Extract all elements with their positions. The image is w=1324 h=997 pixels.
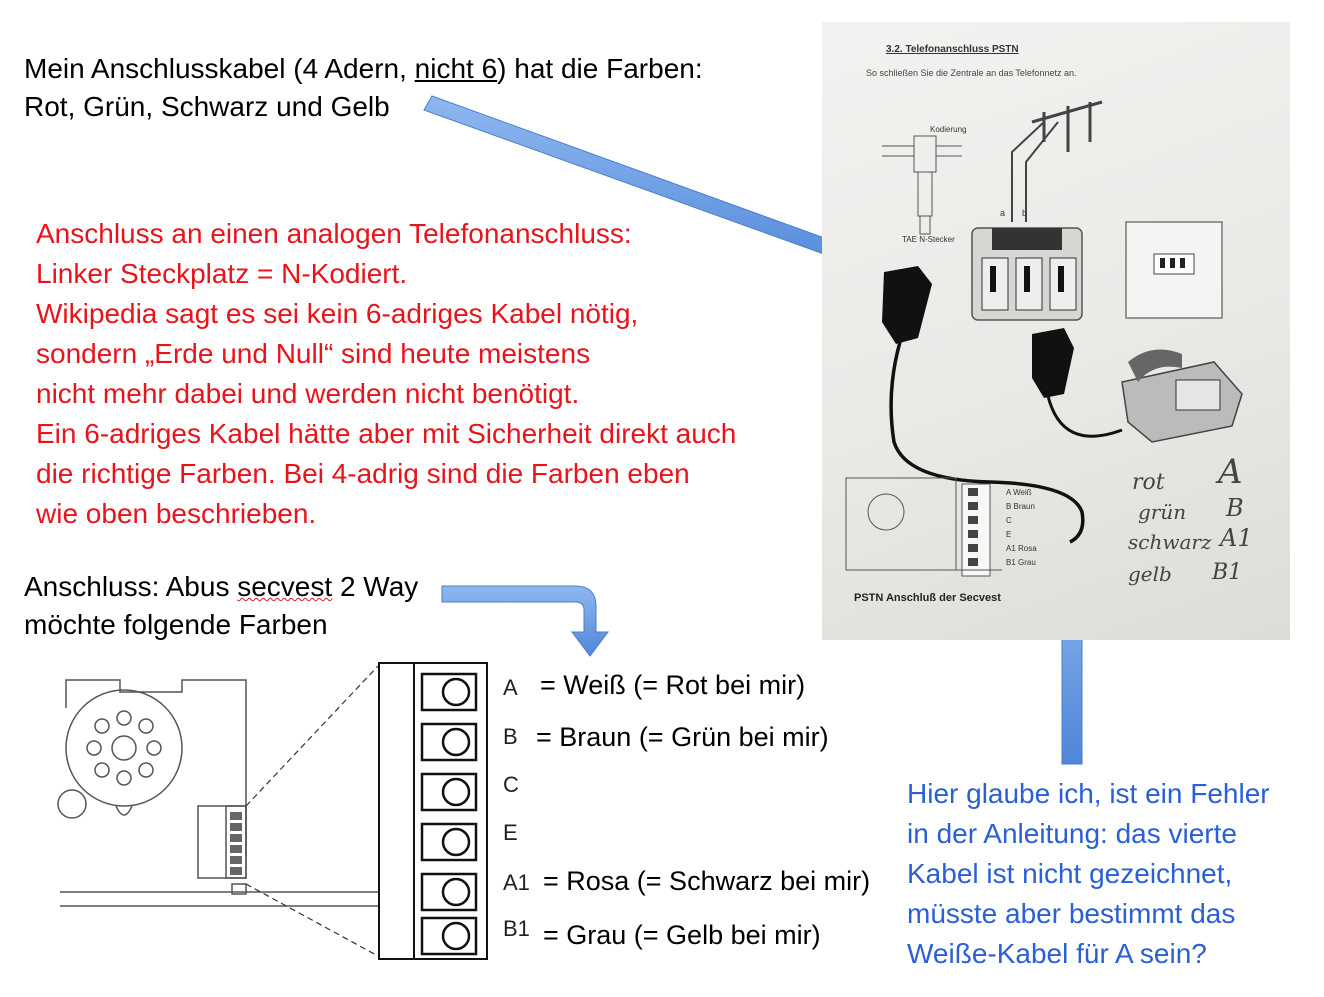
red-line: wie oben beschrieben.	[36, 498, 317, 529]
kodierung-diagram	[882, 136, 962, 234]
mini-terminal-label: A Weiß	[1006, 488, 1032, 497]
tae-plug-middle	[1032, 328, 1074, 398]
note-top-line1-underlined: nicht 6	[414, 53, 498, 84]
hand-rot: rot	[1132, 470, 1165, 495]
telephone-pole	[1012, 102, 1102, 222]
mini-terminal-label: A1 Rosa	[1006, 544, 1037, 553]
abus-line1-secvest: secvest	[237, 571, 333, 602]
red-line: Linker Steckplatz = N-Kodiert.	[36, 258, 408, 289]
kodierung-label: Kodierung	[930, 125, 967, 134]
red-line: nicht mehr dabei und werden nicht benötigt.	[36, 378, 580, 409]
hand-gelb: gelb	[1128, 562, 1172, 586]
blue-line: in der Anleitung: das vierte	[907, 818, 1237, 849]
mini-secvest-diagram	[846, 478, 1002, 576]
wire-b-label: b	[1022, 208, 1028, 218]
wall-socket	[1126, 222, 1222, 318]
terminal-label-C: C	[503, 772, 519, 797]
manual-caption: PSTN Anschluß der Secvest	[854, 592, 1001, 604]
hand-gruen: grün	[1138, 500, 1187, 524]
terminal-desc-A: = Weiß (= Rot bei mir)	[540, 670, 806, 700]
manual-heading: 3.2. Telefonanschluss PSTN	[886, 44, 1019, 55]
red-line: Anschluss an einen analogen Telefonanschluss:	[36, 218, 632, 249]
mini-terminal-label: C	[1006, 516, 1012, 525]
cable-phone	[1048, 396, 1122, 436]
cable-colors-note	[24, 50, 703, 126]
tae-label: TAE N-Stecker	[902, 235, 955, 244]
red-line: Wikipedia sagt es sei kein 6-adriges Kabel nötig,	[36, 298, 639, 329]
note-top-line1-b: ) hat die Farben:	[497, 53, 703, 84]
terminal-block	[378, 662, 488, 962]
manual-page-photo	[822, 22, 1290, 640]
red-line: Ein 6-adriges Kabel hätte aber mit Sicherheit direkt auch	[36, 418, 737, 449]
terminal-label-A1: A1	[503, 870, 530, 895]
mini-terminal-label: B Braun	[1006, 502, 1035, 511]
abus-line1-b: 2 Way	[332, 571, 419, 602]
note-top-line2: Rot, Grün, Schwarz und Gelb	[24, 91, 390, 122]
blue-line: müsste aber bestimmt das	[907, 898, 1236, 929]
red-line: sondern „Erde und Null“ sind heute meistens	[36, 338, 591, 369]
terminal-label-B1: B1	[503, 916, 530, 941]
telephone-illustration	[1122, 350, 1242, 443]
terminal-label-E: E	[503, 820, 518, 845]
terminal-desc-B1: = Grau (= Gelb bei mir)	[543, 920, 821, 950]
abus-connection-note	[24, 568, 418, 644]
blue-line: Kabel ist nicht gezeichnet,	[907, 858, 1233, 889]
arrow-to-terminal-block	[442, 586, 608, 656]
hand-B1: B1	[1212, 560, 1243, 585]
terminal-desc-B: = Braun (= Grün bei mir)	[536, 722, 829, 752]
abus-line1-a: Anschluss: Abus	[24, 571, 238, 602]
blue-line: Weiße-Kabel für A sein?	[907, 938, 1207, 969]
hand-A: A	[1218, 452, 1243, 492]
abus-line2: möchte folgende Farben	[24, 609, 328, 640]
tae-wall-box	[972, 228, 1082, 320]
hand-A1: A1	[1220, 524, 1253, 552]
manual-subheading: So schließen Sie die Zentrale an das Telefonnetz an.	[866, 68, 1077, 78]
wire-a-label: a	[1000, 208, 1006, 218]
terminal-desc-A1: = Rosa (= Schwarz bei mir)	[543, 866, 871, 896]
hand-B: B	[1226, 494, 1244, 522]
error-in-manual-note	[907, 774, 1270, 974]
mini-terminal-label: E	[1006, 530, 1012, 539]
blue-line: Hier glaube ich, ist ein Fehler	[907, 778, 1270, 809]
tae-plug-left	[882, 266, 932, 344]
analog-connection-note	[36, 214, 736, 534]
secvest-board-drawing	[0, 656, 380, 996]
red-line: die richtige Farben. Bei 4-adrig sind die Farben eben	[36, 458, 690, 489]
terminal-label-A: A	[503, 675, 518, 700]
mini-terminal-label: B1 Grau	[1006, 558, 1036, 567]
note-top-line1-a: Mein Anschlusskabel (4 Adern,	[24, 53, 415, 84]
terminal-label-B: B	[503, 724, 518, 749]
hand-schwarz: schwarz	[1128, 530, 1212, 554]
mini-terminal-labels	[1006, 486, 1037, 570]
